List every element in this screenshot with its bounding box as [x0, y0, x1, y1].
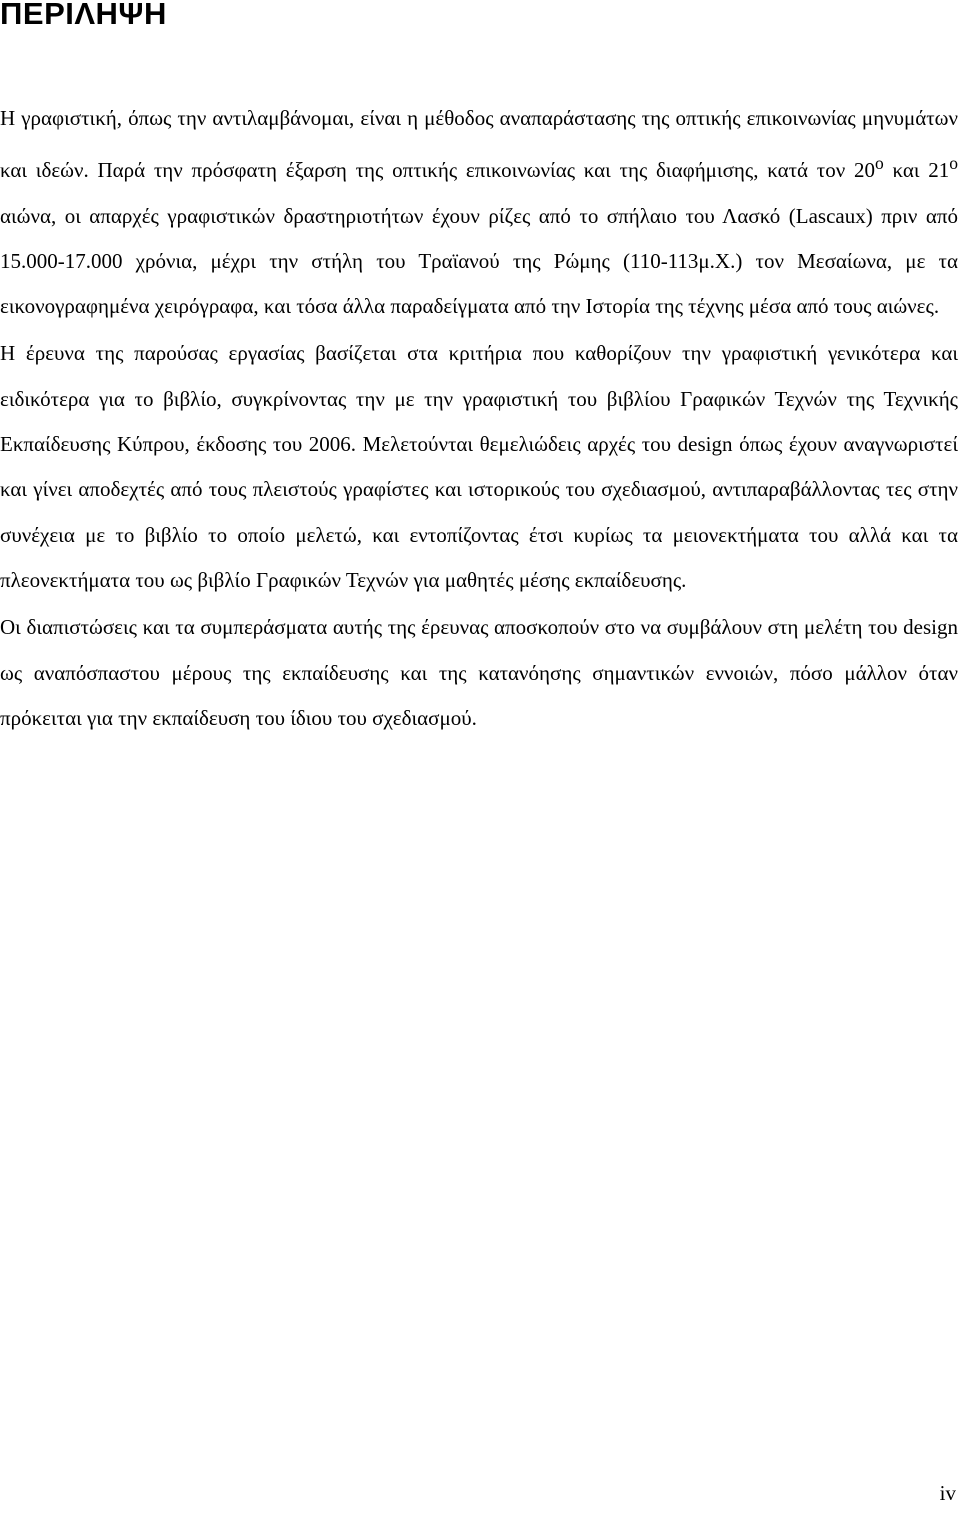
paragraph-2: Η έρευνα της παρούσας εργασίας βασίζεται στα κριτήρια που καθορίζουν την γραφιστική γενικότερα και ειδικότερα για το βιβλίο, συγκρίνοντας την με την γραφιστική του βιβλίου Γραφικών Τεχνών της Τεχνικής Εκπαίδευσης Κύπρου, έκδοσης του 2006. Μελετούνται θεμελιώδεις αρχές του design όπως έχουν αναγνωριστεί και γίνει αποδεχτές από τους πλειστούς γραφίστες και ιστορικούς του σχεδιασμού, αντιπαραβάλλοντας τες στην συνέχεια με το βιβλίο το οποίο μελετώ, και εντοπίζοντας έτσι κυρίως τα μειονεκτήματα του αλλά και τα πλεονεκτήματα του ως βιβλίο Γραφικών Τεχνών για μαθητές μέσης εκπαίδευσης. — [0, 341, 958, 592]
paragraph-1-text-c: αιώνα, οι απαρχές γραφιστικών δραστηριοτήτων έχουν ρίζες από το σπήλαιο του Λασκό (Lascaux) πριν από 15.000-17.000 χρόνια, μέχρι την στήλη του Τραϊανού της Ρώμης (110-113μ.Χ.) τον Μεσαίωνα, με τα εικονογραφημένα χειρόγραφα, και τόσα άλλα παραδείγματα από την Ιστορία της τέχνης μέσα από τους αιώνες. — [0, 203, 958, 319]
paragraph-3: Οι διαπιστώσεις και τα συμπεράσματα αυτής της έρευνας αποσκοπούν στο να συμβάλουν στη μελέτη του design ως αναπόσπαστου μέρους της εκπαίδευσης και της κατανόησης σημαντικών εννοιών, πόσο μάλλον όταν πρόκειται για την εκπαίδευση του ίδιου του σχεδιασμού. — [0, 615, 958, 730]
page-title: ΠΕΡΙΛΗΨΗ — [0, 0, 167, 31]
superscript-ordinal-2: ο — [949, 153, 958, 174]
page-number: iv — [939, 1481, 956, 1505]
paragraph-1-text-a: Η γραφιστική, όπως την αντιλαμβάνομαι, είναι η μέθοδος αναπαράστασης της οπτικής επικοινωνίας μηνυμάτων και ιδεών. Παρά την πρόσφατη έξαρση της οπτικής επικοινωνίας και της διαφήμισης, κατά τον 20 — [0, 106, 958, 183]
paragraph-1 — [0, 96, 958, 329]
superscript-ordinal-1: ο — [874, 153, 884, 174]
paragraph-1-text-b: και 21 — [883, 158, 950, 183]
abstract-body — [0, 96, 958, 741]
